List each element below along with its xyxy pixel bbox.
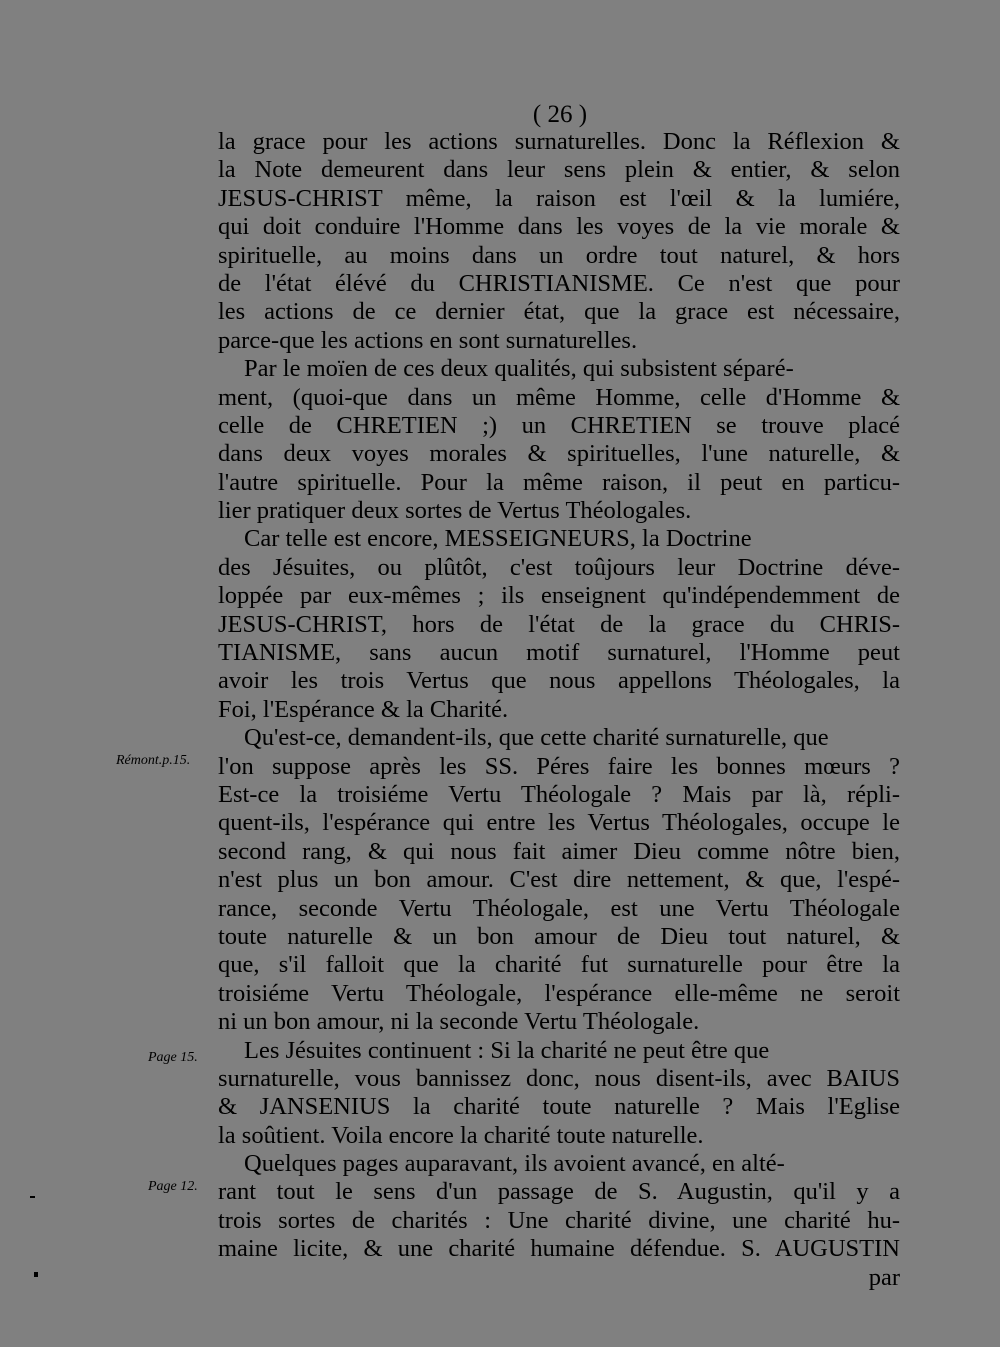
text-line: les actions de ce dernier état, que la grace est nécessaire, bbox=[218, 298, 900, 326]
text-line: que, s'il falloit que la charité fut surnaturelle pour être la bbox=[218, 951, 900, 979]
text-line: toute naturelle & un bon amour de Dieu tout naturel, & bbox=[218, 922, 900, 950]
text-line: de l'état élévé du CHRISTIANISME. Ce n'est que pour bbox=[218, 269, 900, 297]
text-line: Quelques pages auparavant, ils avoient avancé, en alté- bbox=[244, 1150, 785, 1178]
text-line: troisiéme Vertu Théologale, l'espérance elle-même ne seroit bbox=[218, 979, 900, 1007]
text-line: Foi, l'Espérance & la Charité. bbox=[218, 695, 509, 723]
text-line: par bbox=[868, 1263, 900, 1291]
text-line: second rang, & qui nous fait aimer Dieu comme nôtre bien, bbox=[218, 837, 900, 865]
text-line: parce-que les actions en sont surnaturelles. bbox=[218, 326, 638, 354]
text-line: avoir les trois Vertus que nous appellons Théologales, la bbox=[218, 667, 900, 695]
text-line: & JANSENIUS la charité toute naturelle ? Mais l'Eglise bbox=[218, 1093, 900, 1121]
margin-note-remont: Rémont.p.15. bbox=[116, 753, 191, 768]
body-text bbox=[218, 128, 900, 1292]
text-line: Par le moïen de ces deux qualités, qui subsistent séparé- bbox=[244, 355, 794, 383]
text-line: spirituelle, au moins dans un ordre tout naturel, & hors bbox=[218, 241, 900, 269]
text-line: ni un bon amour, ni la seconde Vertu Théologale. bbox=[218, 1008, 700, 1036]
text-line: lier pratiquer deux sortes de Vertus Théologales. bbox=[218, 497, 692, 525]
text-line: l'autre spirituelle. Pour la même raison, il peut en particu- bbox=[218, 468, 900, 496]
stray-ink-mark bbox=[30, 1196, 35, 1198]
text-line: loppée par eux-mêmes ; ils enseignent qu'indépendemment de bbox=[218, 582, 900, 610]
text-line: Les Jésuites continuent : Si la charité ne peut être que bbox=[244, 1036, 770, 1064]
text-line: JESUS-CHRIST même, la raison est l'œil & la lumiére, bbox=[218, 184, 900, 212]
text-line: Qu'est-ce, demandent-ils, que cette charité surnaturelle, que bbox=[244, 724, 829, 752]
text-line: rant tout le sens d'un passage de S. Augustin, qu'il y a bbox=[218, 1178, 900, 1206]
text-line: surnaturelle, vous bannissez donc, nous disent-ils, avec BAIUS bbox=[218, 1064, 900, 1092]
text-line: Est-ce la troisiéme Vertu Théologale ? Mais par là, répli- bbox=[218, 780, 900, 808]
text-line: la soûtient. Voila encore la charité toute naturelle. bbox=[218, 1121, 704, 1149]
margin-note-page-12: Page 12. bbox=[148, 1179, 198, 1194]
text-line: l'on suppose après les SS. Péres faire les bonnes mœurs ? bbox=[218, 752, 900, 780]
stray-ink-dot bbox=[34, 1272, 38, 1277]
text-line: TIANISME, sans aucun motif surnaturel, l'Homme peut bbox=[218, 639, 900, 667]
page-number: ( 26 ) bbox=[532, 101, 588, 128]
text-line: la Note demeurent dans leur sens plein & entier, & selon bbox=[218, 156, 900, 184]
text-line: rance, seconde Vertu Théologale, est une Vertu Théologale bbox=[218, 894, 900, 922]
text-line: des Jésuites, ou plûtôt, c'est toûjours leur Doctrine déve- bbox=[218, 553, 900, 581]
text-line: trois sortes de charités : Une charité divine, une charité hu- bbox=[218, 1206, 900, 1234]
margin-note-page-15: Page 15. bbox=[148, 1050, 198, 1065]
text-line: Car telle est encore, MESSEIGNEURS, la Doctrine bbox=[244, 525, 752, 553]
text-line: maine licite, & une charité humaine défendue. S. AUGUSTIN bbox=[218, 1235, 900, 1263]
text-line: quent-ils, l'espérance qui entre les Vertus Théologales, occupe le bbox=[218, 809, 900, 837]
text-line: JESUS-CHRIST, hors de l'état de la grace du CHRIS- bbox=[218, 610, 900, 638]
text-line: dans deux voyes morales & spirituelles, l'une naturelle, & bbox=[218, 440, 900, 468]
text-line: la grace pour les actions surnaturelles. Donc la Réflexion & bbox=[218, 128, 900, 155]
text-line: n'est plus un bon amour. C'est dire nettement, & que, l'espé- bbox=[218, 866, 900, 894]
text-line: qui doit conduire l'Homme dans les voyes de la vie morale & bbox=[218, 213, 900, 241]
text-line: ment, (quoi-que dans un même Homme, celle d'Homme & bbox=[218, 383, 900, 411]
text-line: celle de CHRETIEN ;) un CHRETIEN se trouve placé bbox=[218, 411, 900, 439]
